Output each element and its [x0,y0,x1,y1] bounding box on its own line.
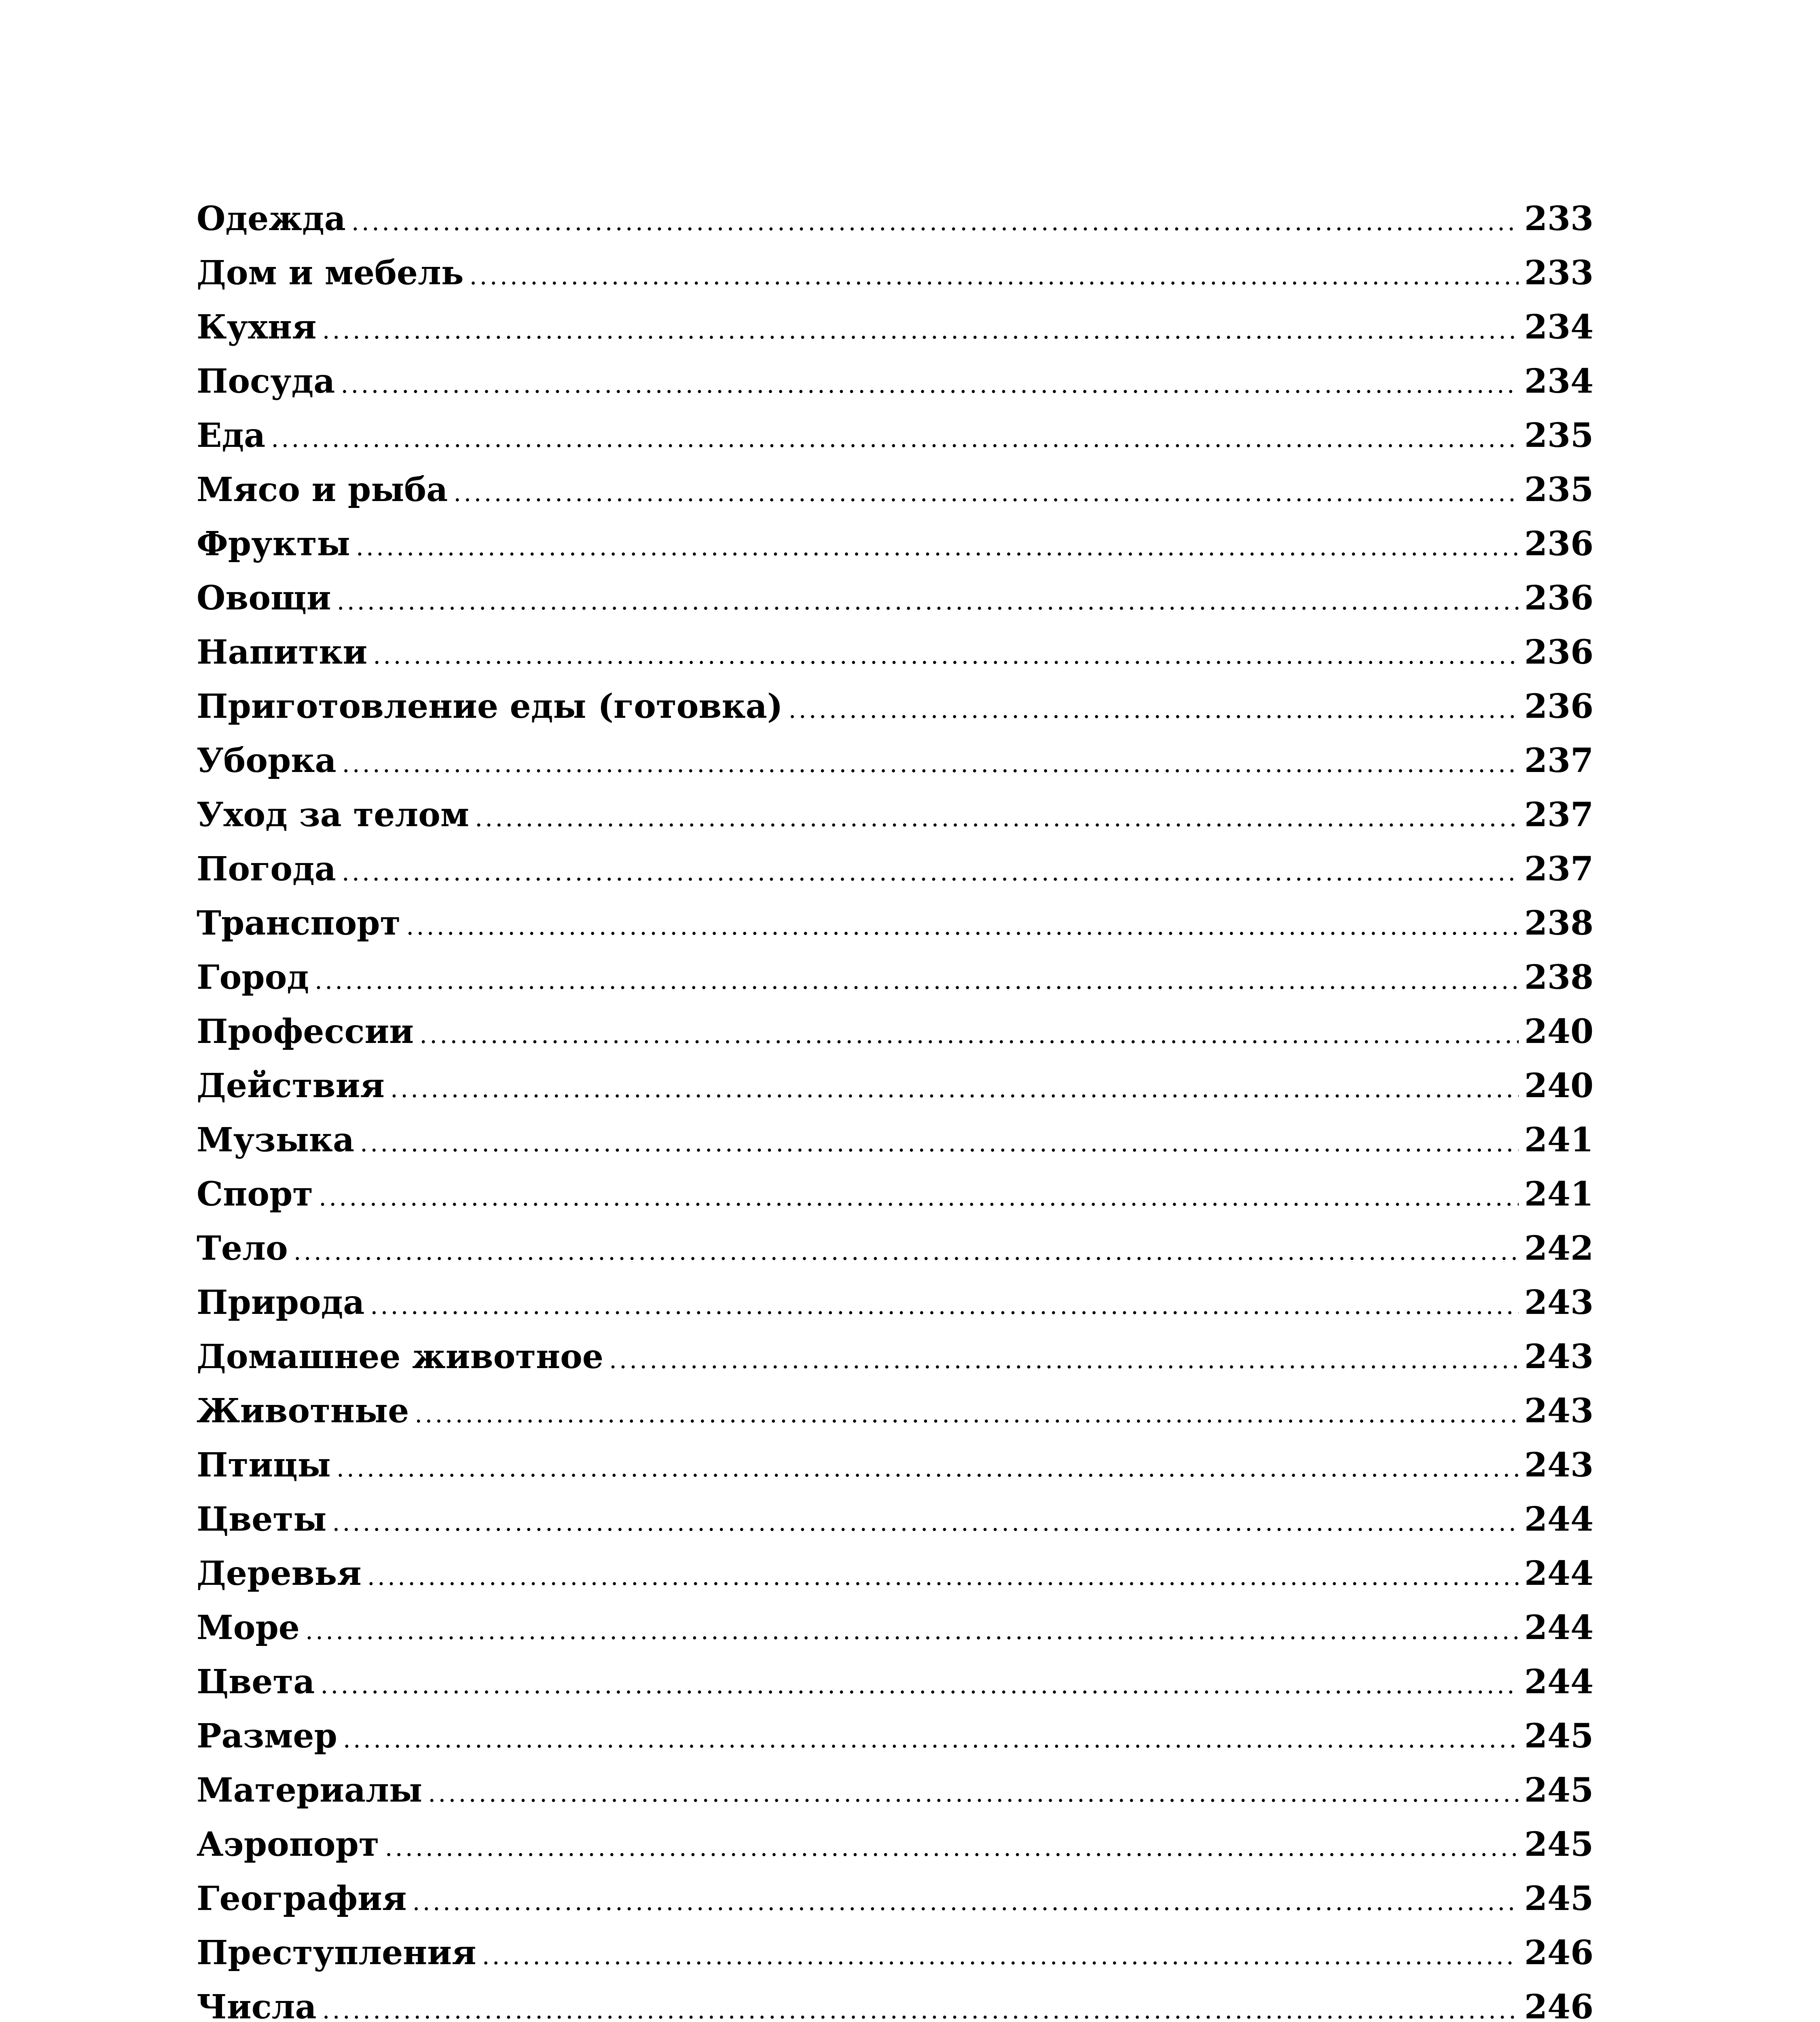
toc-entry-page-number: 241 [1519,1113,1594,1167]
toc-entry-title: Кухня [197,300,322,354]
toc-entry[interactable] [197,1330,1594,1384]
toc-entry[interactable] [197,1275,1594,1330]
toc-dot-leader [360,1116,1519,1170]
toc-entry[interactable] [197,517,1594,571]
toc-dot-leader [469,249,1518,303]
toc-entry[interactable] [197,1059,1594,1113]
toc-entry-page-number: 236 [1519,625,1594,679]
toc-entry-title: Напитки [197,625,373,679]
toc-entry[interactable] [197,950,1594,1005]
toc-entry-title: Домашнее животное [197,1330,609,1384]
toc-entry-title: Музыка [197,1113,360,1167]
toc-entry[interactable] [197,354,1594,408]
toc-entry-page-number: 240 [1519,1005,1594,1059]
toc-entry[interactable] [197,1601,1594,1655]
toc-dot-leader [343,1712,1519,1766]
toc-dot-leader [342,737,1519,791]
toc-entry[interactable] [197,463,1594,517]
toc-entry[interactable] [197,1167,1594,1221]
toc-entry[interactable] [197,1113,1594,1167]
toc-entry-title: Материалы [197,1763,428,1817]
toc-dot-leader [475,791,1519,845]
toc-dot-leader [428,1766,1519,1821]
toc-entry-page-number: 245 [1519,1709,1594,1763]
toc-dot-leader [320,1658,1519,1712]
toc-entry-title: Посуда [197,354,341,408]
toc-dot-leader [482,1929,1519,1983]
toc-entry[interactable] [197,1005,1594,1059]
toc-entry[interactable] [197,1384,1594,1438]
toc-entry-title: Деревья [197,1546,367,1601]
toc-entry-title: Уборка [197,734,342,788]
toc-entry-title: Овощи [197,571,337,625]
toc-entry-title: Одежда [197,192,351,246]
toc-entry-title: Приготовление еды (готовка) [197,679,789,734]
toc-entry-page-number: 234 [1519,300,1594,354]
toc-dot-leader [319,1170,1519,1225]
toc-entry[interactable] [197,842,1594,896]
toc-dot-leader [342,845,1519,899]
toc-dot-leader [413,1875,1519,1929]
toc-entry[interactable] [197,1546,1594,1601]
toc-entry[interactable] [197,1655,1594,1709]
toc-entry[interactable] [197,408,1594,463]
toc-dot-leader [406,899,1519,954]
toc-entry-page-number: 233 [1519,246,1594,300]
toc-entry-title: Животные [197,1384,415,1438]
toc-entry-title: Тело [197,1221,294,1275]
toc-entry[interactable] [197,1438,1594,1492]
toc-entry-title: Погода [197,842,342,896]
toc-entry-title: География [197,1872,413,1926]
toc-entry-page-number: 245 [1519,1872,1594,1926]
toc-entry-page-number: 243 [1519,1330,1594,1384]
toc-entry-title: Птицы [197,1438,336,1492]
toc-dot-leader [332,1495,1518,1550]
toc-dot-leader [322,303,1519,357]
toc-dot-leader [609,1333,1519,1387]
toc-entry[interactable] [197,679,1594,734]
toc-dot-leader [315,954,1519,1008]
toc-entry-title: Действия [197,1059,390,1113]
toc-entry-page-number: 243 [1519,1438,1594,1492]
toc-entry-title: Преступления [197,1926,482,1980]
toc-entry-title: Дом и мебель [197,246,469,300]
toc-entry-page-number: 236 [1519,517,1594,571]
toc-entry-page-number: 238 [1519,896,1594,950]
toc-entry[interactable] [197,571,1594,625]
toc-entry-title: Мясо и рыба [197,463,453,517]
toc-entry[interactable] [197,788,1594,842]
toc-dot-leader [351,195,1519,249]
toc-entry-page-number: 236 [1519,571,1594,625]
toc-entry-page-number: 245 [1519,1763,1594,1817]
toc-entry-page-number: 242 [1519,1221,1594,1275]
toc-dot-leader [294,1225,1519,1279]
toc-dot-leader [322,1983,1519,2022]
toc-dot-leader [453,466,1519,520]
toc-entry-page-number: 244 [1519,1655,1594,1709]
toc-entry[interactable] [197,1817,1594,1872]
toc-dot-leader [336,1441,1519,1495]
toc-entry[interactable] [197,1763,1594,1817]
toc-entry-title: Размер [197,1709,343,1763]
toc-dot-leader [385,1821,1519,1875]
toc-dot-leader [305,1604,1519,1658]
toc-entry-title: Числа [197,1980,322,2022]
toc-entry-title: Цветы [197,1492,332,1546]
toc-entry-page-number: 240 [1519,1059,1594,1113]
toc-entry[interactable] [197,1221,1594,1275]
toc-entry-page-number: 237 [1519,788,1594,842]
table-of-contents [197,192,1594,2022]
toc-entry-title: Спорт [197,1167,319,1221]
toc-entry-page-number: 245 [1519,1817,1594,1872]
toc-entry-page-number: 234 [1519,354,1594,408]
toc-dot-leader [341,357,1518,412]
toc-entry-page-number: 244 [1519,1601,1594,1655]
toc-dot-leader [415,1387,1519,1441]
toc-dot-leader [390,1062,1519,1116]
toc-dot-leader [337,574,1519,628]
toc-entry[interactable] [197,1709,1594,1763]
toc-entry-page-number: 244 [1519,1492,1594,1546]
toc-entry-title: Море [197,1601,305,1655]
toc-entry-title: Профессии [197,1005,419,1059]
toc-entry-page-number: 243 [1519,1384,1594,1438]
toc-dot-leader [419,1008,1519,1062]
toc-dot-leader [373,628,1519,683]
toc-entry-page-number: 233 [1519,192,1594,246]
toc-entry[interactable] [197,896,1594,950]
toc-entry[interactable] [197,300,1594,354]
toc-entry-title: Уход за телом [197,788,475,842]
toc-entry-page-number: 246 [1519,1926,1594,1980]
toc-entry-page-number: 237 [1519,842,1594,896]
toc-entry-title: Еда [197,408,271,463]
toc-entry[interactable] [197,734,1594,788]
toc-entry-title: Фрукты [197,517,356,571]
toc-dot-leader [370,1279,1518,1333]
toc-dot-leader [271,412,1519,466]
toc-entry-page-number: 243 [1519,1275,1594,1330]
toc-entry[interactable] [197,1872,1594,1926]
toc-dot-leader [356,520,1519,574]
toc-entry-page-number: 235 [1519,408,1594,463]
toc-entry-title: Цвета [197,1655,320,1709]
toc-entry-title: Город [197,950,315,1005]
toc-entry-title: Природа [197,1275,370,1330]
toc-entry[interactable] [197,1926,1594,1980]
toc-entry-page-number: 246 [1519,1980,1594,2022]
toc-entry[interactable] [197,1980,1594,2022]
toc-entry[interactable] [197,246,1594,300]
toc-entry-title: Аэропорт [197,1817,385,1872]
toc-entry-page-number: 244 [1519,1546,1594,1601]
toc-entry-page-number: 237 [1519,734,1594,788]
toc-entry-page-number: 241 [1519,1167,1594,1221]
toc-entry-page-number: 236 [1519,679,1594,734]
toc-entry[interactable] [197,1492,1594,1546]
toc-entry-page-number: 235 [1519,463,1594,517]
toc-entry[interactable] [197,625,1594,679]
toc-entry[interactable] [197,192,1594,246]
toc-dot-leader [789,683,1519,737]
toc-entry-page-number: 238 [1519,950,1594,1005]
toc-dot-leader [367,1550,1519,1604]
toc-entry-title: Транспорт [197,896,406,950]
